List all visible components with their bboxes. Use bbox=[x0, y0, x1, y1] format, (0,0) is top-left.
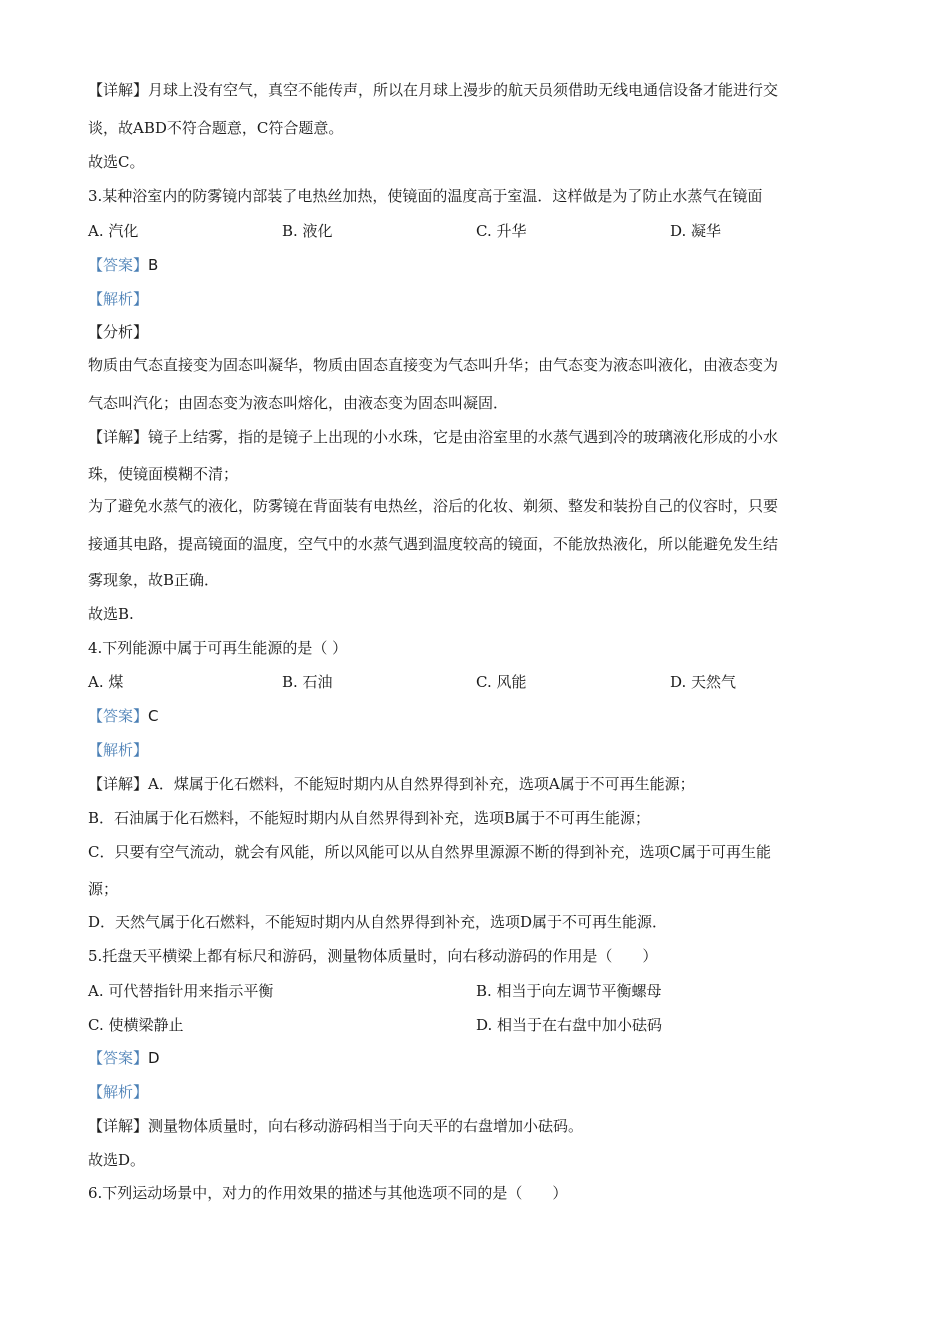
q5-option-d: D. 相当于在右盘中加小砝码 bbox=[476, 1016, 663, 1034]
q4-detail-c: C．只要有空气流动，就会有风能，所以风能可以从自然界里源源不断的得到补充，选项C属于可再生能 bbox=[88, 843, 771, 861]
q4-detail-a: 【详解】A．煤属于化石燃料，不能短时期内从自然界得到补充，选项A属于不可再生能源； bbox=[88, 775, 695, 793]
q2-detail-line-1: 【详解】月球上没有空气，真空不能传声，所以在月球上漫步的航天员须借助无线电通信设备才能进行交 bbox=[88, 81, 779, 99]
q6-question: 6.下列运动场景中，对力的作用效果的描述与其他选项不同的是（ ） bbox=[88, 1184, 568, 1202]
q5-option-b: B. 相当于向左调节平衡螺母 bbox=[476, 982, 662, 1000]
q5-option-c: C. 使横梁静止 bbox=[88, 1016, 184, 1034]
q5-analysis-label: 【解析】 bbox=[88, 1083, 149, 1101]
q4-option-c: C. 风能 bbox=[476, 673, 527, 691]
q3-answer-value: B bbox=[148, 256, 159, 274]
q3-option-d: D. 凝华 bbox=[670, 222, 722, 240]
q5-answer-value: D bbox=[148, 1049, 160, 1067]
q3-text-line-1: 物质由气态直接变为固态叫凝华，物质由固态直接变为气态叫升华；由气态变为液态叫液化，由液态变为 bbox=[88, 356, 779, 374]
q4-answer-label: 【答案】 bbox=[88, 707, 149, 725]
q4-option-b: B. 石油 bbox=[282, 673, 333, 691]
q5-conclusion: 故选D。 bbox=[88, 1151, 146, 1169]
q3-text-line-5: 为了避免水蒸气的液化，防雾镜在背面装有电热丝，浴后的化妆、剃须、整发和装扮自己的仪容时，只要 bbox=[88, 497, 779, 515]
q4-answer-value: C bbox=[148, 707, 159, 725]
q3-answer-label: 【答案】 bbox=[88, 256, 149, 274]
q3-analysis-label: 【解析】 bbox=[88, 290, 149, 308]
q3-option-a: A. 汽化 bbox=[88, 222, 139, 240]
q4-option-a: A. 煤 bbox=[88, 673, 124, 691]
q2-detail-line-2: 谈，故ABD不符合题意，C符合题意。 bbox=[88, 119, 344, 137]
q3-text-line-2: 气态叫汽化；由固态变为液态叫熔化，由液态变为固态叫凝固． bbox=[88, 394, 509, 412]
q4-question: 4.下列能源中属于可再生能源的是（ ） bbox=[88, 639, 348, 657]
q3-conclusion: 故选B. bbox=[88, 605, 134, 623]
q5-question: 5.托盘天平横梁上都有标尺和游码，测量物体质量时，向右移动游码的作用是（ ） bbox=[88, 947, 658, 965]
q5-answer-label: 【答案】 bbox=[88, 1049, 149, 1067]
q3-text-line-7: 雾现象，故B正确． bbox=[88, 571, 220, 589]
q3-option-c: C. 升华 bbox=[476, 222, 527, 240]
q4-analysis-label: 【解析】 bbox=[88, 741, 149, 759]
q2-conclusion: 故选C。 bbox=[88, 153, 145, 171]
q3-question: 3.某种浴室内的防雾镜内部装了电热丝加热，使镜面的温度高于室温．这样做是为了防止水蒸气在镜面 bbox=[88, 187, 763, 205]
q5-option-a: A. 可代替指针用来指示平衡 bbox=[88, 982, 274, 1000]
q3-fenxi-label: 【分析】 bbox=[88, 323, 149, 341]
q4-detail-d: D．天然气属于化石燃料，不能短时期内从自然界得到补充，选项D属于不可再生能源． bbox=[88, 913, 668, 931]
q5-detail: 【详解】测量物体质量时，向右移动游码相当于向天平的右盘增加小砝码。 bbox=[88, 1117, 584, 1135]
q3-answer-line bbox=[88, 255, 158, 275]
q4-option-d: D. 天然气 bbox=[670, 673, 737, 691]
q4-detail-b: B．石油属于化石燃料，不能短时期内从自然界得到补充，选项B属于不可再生能源； bbox=[88, 809, 651, 827]
q4-detail-c-cont: 源； bbox=[88, 880, 119, 898]
q3-option-b: B. 液化 bbox=[282, 222, 333, 240]
q3-text-line-6: 接通其电路，提高镜面的温度，空气中的水蒸气遇到温度较高的镜面，不能放热液化，所以能避免发生结 bbox=[88, 535, 779, 553]
q3-text-line-3: 【详解】镜子上结雾，指的是镜子上出现的小水珠，它是由浴室里的水蒸气遇到冷的玻璃液化形成的小水 bbox=[88, 428, 779, 446]
q4-answer-line bbox=[88, 706, 159, 726]
q5-answer-line bbox=[88, 1048, 160, 1068]
q3-text-line-4: 珠，使镜面模糊不清； bbox=[88, 465, 239, 483]
